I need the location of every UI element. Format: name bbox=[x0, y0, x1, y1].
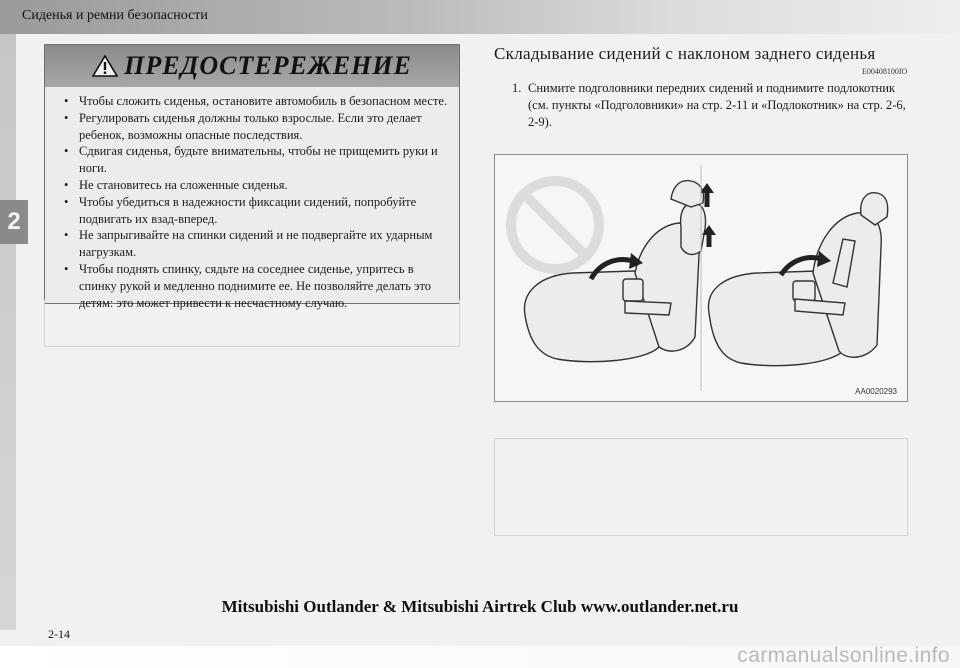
warning-title: ПРЕДОСТЕРЕЖЕНИЕ bbox=[124, 51, 412, 80]
warning-box bbox=[44, 44, 460, 310]
section-title: Складывание сидений с наклоном заднего сиденья bbox=[494, 44, 876, 63]
warning-item: • Не становитесь на сложенные сиденья. bbox=[55, 177, 453, 194]
watermark-text: carmanualsonline.info bbox=[737, 644, 950, 667]
page-number: 2-14 bbox=[48, 627, 70, 641]
header-bar bbox=[0, 0, 960, 34]
side-margin-bar bbox=[0, 34, 16, 630]
front-seat-right bbox=[708, 193, 887, 366]
warning-item: • Чтобы убедиться в надежности фиксации сидений, попробуйте подвигать их взад-вперед. bbox=[55, 194, 453, 228]
warning-item: • Регулировать сиденья должны только взрослые. Если это делает ребенок, возможны опасные последствия. bbox=[55, 110, 453, 144]
warning-item: • Чтобы сложить сиденья, остановите автомобиль в безопасном месте. bbox=[55, 93, 453, 110]
warning-item: • Сдвигая сиденья, будьте внимательны, чтобы не прищемить руки и ноги. bbox=[55, 143, 453, 177]
bleed-through-box bbox=[494, 438, 908, 536]
section-header-title: Сиденья и ремни безопасности bbox=[22, 8, 208, 23]
section-code: E00408100IO bbox=[862, 67, 908, 76]
seat-drawing bbox=[495, 155, 907, 401]
step-text: Снимите подголовники передних сидений и поднимите подлокотник (см. пункты «Подголовники» на стр. 2-11 и «Подлокотник» на стр. 2-6, 2-9). bbox=[528, 81, 906, 129]
instruction-step bbox=[512, 80, 912, 130]
step-number: 1. bbox=[512, 81, 522, 95]
seat-illustration bbox=[494, 154, 908, 402]
warning-header bbox=[45, 45, 459, 87]
warning-item: • Не запрыгивайте на спинки сидений и не подвергайте их ударным нагрузкам. bbox=[55, 227, 453, 261]
figure-code: AA0020293 bbox=[855, 387, 897, 396]
chapter-tab: 2 bbox=[0, 200, 28, 244]
warning-triangle-icon bbox=[92, 55, 118, 77]
club-footer-text: Mitsubishi Outlander & Mitsubishi Airtrek Club www.outlander.net.ru bbox=[221, 597, 739, 616]
warning-item: • Чтобы поднять спинку, сядьте на соседнее сиденье, упритесь в спинку рукой и медленно поднимите ее. Не позволяйте делать это детям: это может привести к несчастному случаю. bbox=[55, 261, 453, 311]
bleed-through-box bbox=[44, 300, 460, 347]
warning-list bbox=[55, 93, 453, 311]
